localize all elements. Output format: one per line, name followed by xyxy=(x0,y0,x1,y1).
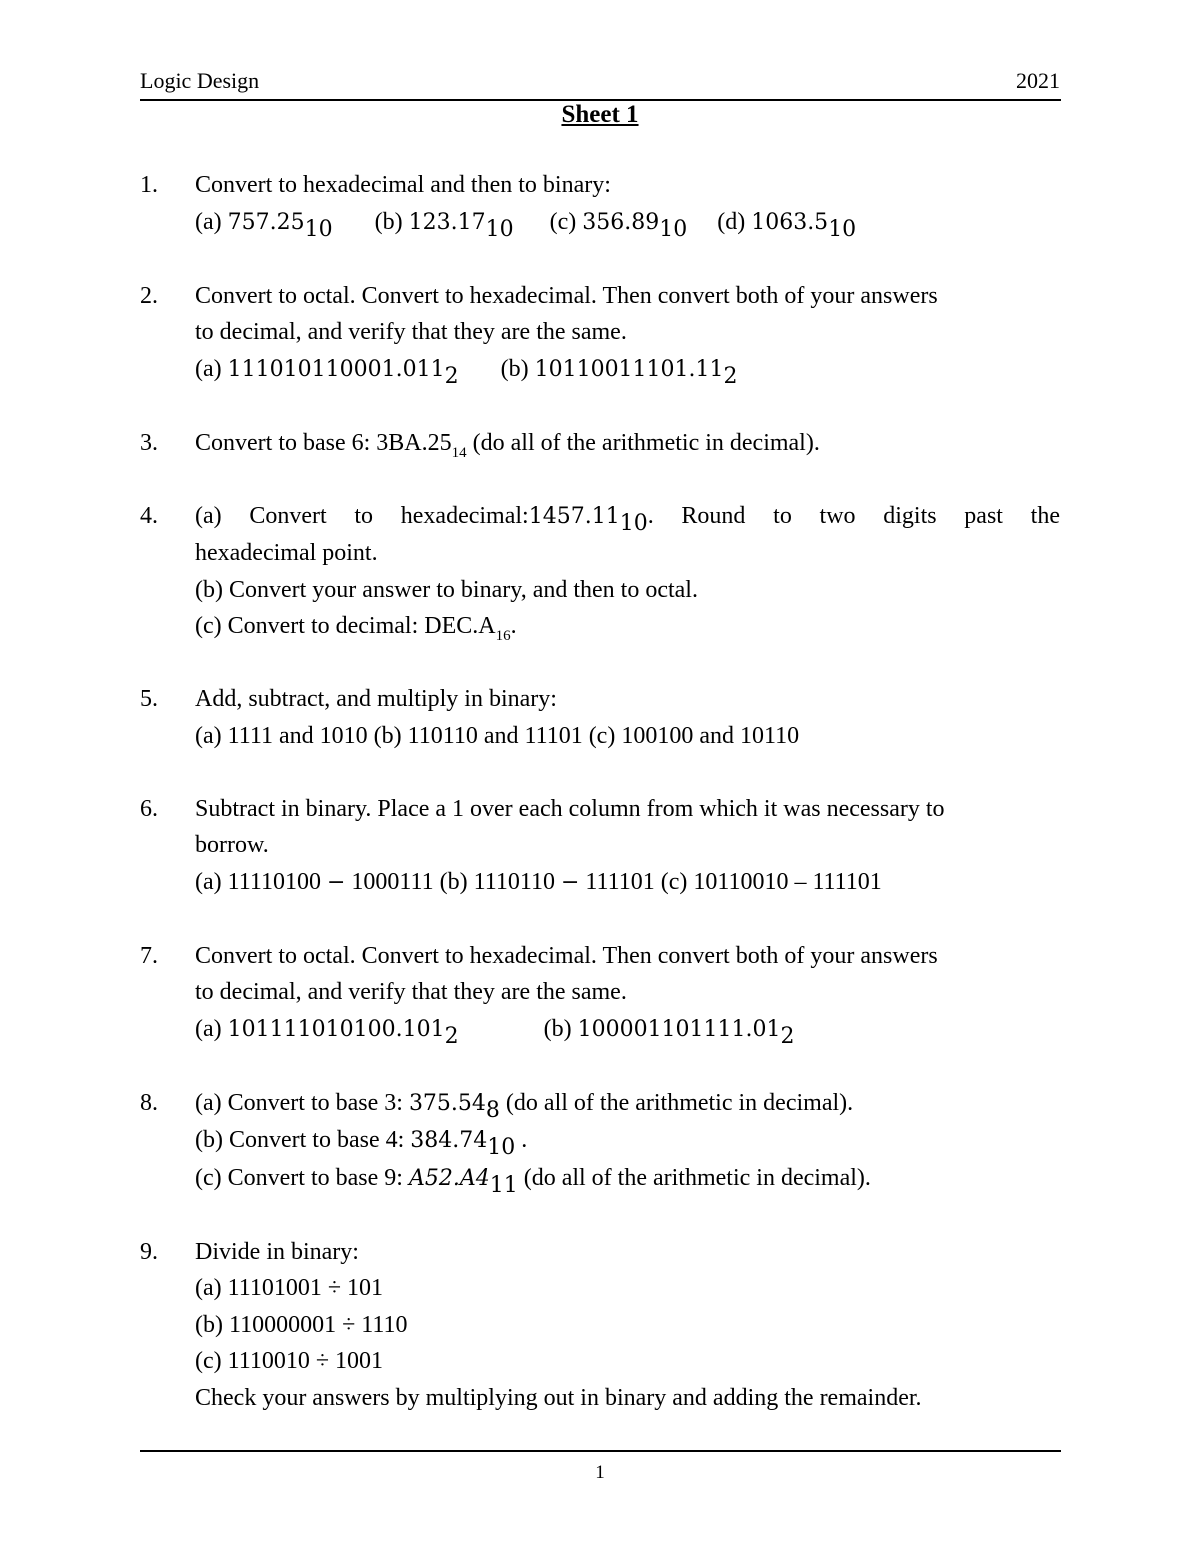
question-item: (a) 11101001 ÷ 101 xyxy=(195,1275,384,1301)
question-number: 7. xyxy=(140,942,158,969)
item-label: (a) xyxy=(195,1015,228,1042)
minus-sign: − xyxy=(326,869,346,895)
base-subscript: 2 xyxy=(444,1023,459,1049)
question-item: (c) 1110010 ÷ 1001 xyxy=(195,1348,384,1374)
base-subscript: 8 xyxy=(485,1097,500,1123)
question-list xyxy=(140,167,1060,1453)
base-subscript: 10 xyxy=(659,216,688,242)
question-number: 2. xyxy=(140,282,158,309)
question-item: (b) 110000001 ÷ 1110 xyxy=(195,1311,408,1338)
header-year: 2021 xyxy=(1016,68,1060,93)
question-6 xyxy=(140,791,1060,902)
number-value: 356.89 xyxy=(582,209,660,235)
question-8 xyxy=(140,1085,1060,1198)
number-value: A52.A4 xyxy=(408,1165,490,1191)
text-segment: . xyxy=(510,613,517,639)
question-text: Check your answers by multiplying out in binary and adding the remainder. xyxy=(195,1384,922,1411)
base-subscript: 10 xyxy=(619,510,648,536)
number-value: 375.54 xyxy=(408,1090,486,1116)
number-value: 111010110001.011 xyxy=(227,356,445,382)
question-items xyxy=(195,204,1060,242)
page-header xyxy=(140,68,1060,98)
number-value: 123.17 xyxy=(408,209,486,235)
question-text xyxy=(195,1160,1060,1198)
question-text: (b) Convert your answer to binary, and then to octal. xyxy=(195,576,698,603)
item-label: (b) xyxy=(500,355,535,382)
question-text: Convert to octal. Convert to hexadecimal. Then convert both of your answers xyxy=(195,942,938,969)
text-segment: (a) Convert to base 3: xyxy=(195,1089,409,1116)
question-number: 6. xyxy=(140,795,158,822)
page-number: 1 xyxy=(595,1462,605,1483)
question-text: Subtract in binary. Place a 1 over each column from which it was necessary to xyxy=(195,795,945,822)
header-course: Logic Design xyxy=(140,68,260,93)
question-text: to decimal, and verify that they are the same. xyxy=(195,979,627,1005)
question-text: Add, subtract, and multiply in binary: xyxy=(195,686,557,712)
base-subscript: 11 xyxy=(489,1172,518,1198)
base-subscript: 2 xyxy=(723,363,738,389)
question-number: 5. xyxy=(140,686,158,712)
item-label: (b) xyxy=(374,208,409,235)
number-value: 100001101111.01 xyxy=(577,1016,781,1042)
question-9 xyxy=(140,1234,1060,1417)
text-segment: 1000111 (b) 1110110 xyxy=(345,868,561,895)
footer-rule xyxy=(140,1450,1061,1452)
question-number: 4. xyxy=(140,502,158,529)
question-4 xyxy=(140,498,1060,645)
question-1 xyxy=(140,167,1060,241)
question-items xyxy=(195,1011,1060,1049)
question-2 xyxy=(140,278,1060,389)
base-subscript: 10 xyxy=(485,216,514,242)
number-value: 757.25 xyxy=(227,209,305,235)
question-text xyxy=(195,608,1060,645)
question-5 xyxy=(140,681,1060,754)
question-7 xyxy=(140,938,1060,1049)
text-segment: (a) Convert to hexadecimal: xyxy=(195,502,529,529)
item-label: (a) xyxy=(195,355,228,382)
number-value: 101111010100.101 xyxy=(227,1016,445,1042)
question-text xyxy=(195,1085,1060,1123)
text-segment: (do all of the arithmetic in decimal). xyxy=(517,1164,871,1191)
text-segment: (do all of the arithmetic in decimal). xyxy=(499,1089,854,1116)
base-subscript: 16 xyxy=(495,628,511,644)
question-text: Convert to octal. Convert to hexadecimal. Then convert both of your answers xyxy=(195,282,938,309)
question-number: 8. xyxy=(140,1089,158,1116)
question-number: 1. xyxy=(140,172,158,198)
base-subscript: 10 xyxy=(487,1135,516,1160)
text-segment: . Round to two digits past the xyxy=(647,502,1061,529)
question-items xyxy=(195,351,1060,389)
question-number: 9. xyxy=(140,1238,158,1265)
number-value: 384.74 xyxy=(410,1128,488,1153)
number-value: 1457.11 xyxy=(528,503,620,529)
number-value: 1063.5 xyxy=(751,209,829,235)
question-3 xyxy=(140,425,1060,462)
question-number: 3. xyxy=(140,429,158,456)
question-text: Divide in binary: xyxy=(195,1238,359,1265)
item-label: (c) xyxy=(549,208,583,235)
question-text xyxy=(195,425,1060,462)
item-label: (b) xyxy=(543,1015,578,1042)
base-subscript: 10 xyxy=(828,216,857,242)
item-label: (d) xyxy=(717,208,752,235)
item-label: (a) xyxy=(195,208,228,235)
text-segment: (do all of the arithmetic in decimal). xyxy=(466,429,820,456)
base-subscript: 2 xyxy=(780,1023,795,1049)
question-text: to decimal, and verify that they are the same. xyxy=(195,319,627,345)
number-value: 10110011101.11 xyxy=(534,356,724,382)
question-text: Convert to hexadecimal and then to binary: xyxy=(195,172,611,198)
base-subscript: 14 xyxy=(451,444,467,461)
question-text: hexadecimal point. xyxy=(195,540,378,566)
question-text: borrow. xyxy=(195,832,269,858)
base-subscript: 10 xyxy=(304,216,333,242)
text-segment: (c) Convert to decimal: DEC.A xyxy=(195,613,496,639)
sheet-title: Sheet 1 xyxy=(561,101,639,128)
text-segment: . xyxy=(515,1127,528,1153)
text-segment: (c) Convert to base 9: xyxy=(195,1164,409,1191)
base-subscript: 2 xyxy=(444,363,459,389)
text-segment: Convert to base 6: 3BA.25 xyxy=(195,429,452,456)
text-segment: 111101 (c) 10110010 – 111101 xyxy=(579,868,882,895)
question-text xyxy=(195,1122,1060,1160)
question-items: (a) 1111 and 1010 (b) 110110 and 11101 (c) 100100 and 10110 xyxy=(195,722,800,749)
question-items xyxy=(195,864,1060,902)
minus-sign: − xyxy=(560,869,580,895)
text-segment: (b) Convert to base 4: xyxy=(195,1127,411,1153)
text-segment: (a) 11110100 xyxy=(195,868,327,895)
question-text xyxy=(195,498,1060,536)
